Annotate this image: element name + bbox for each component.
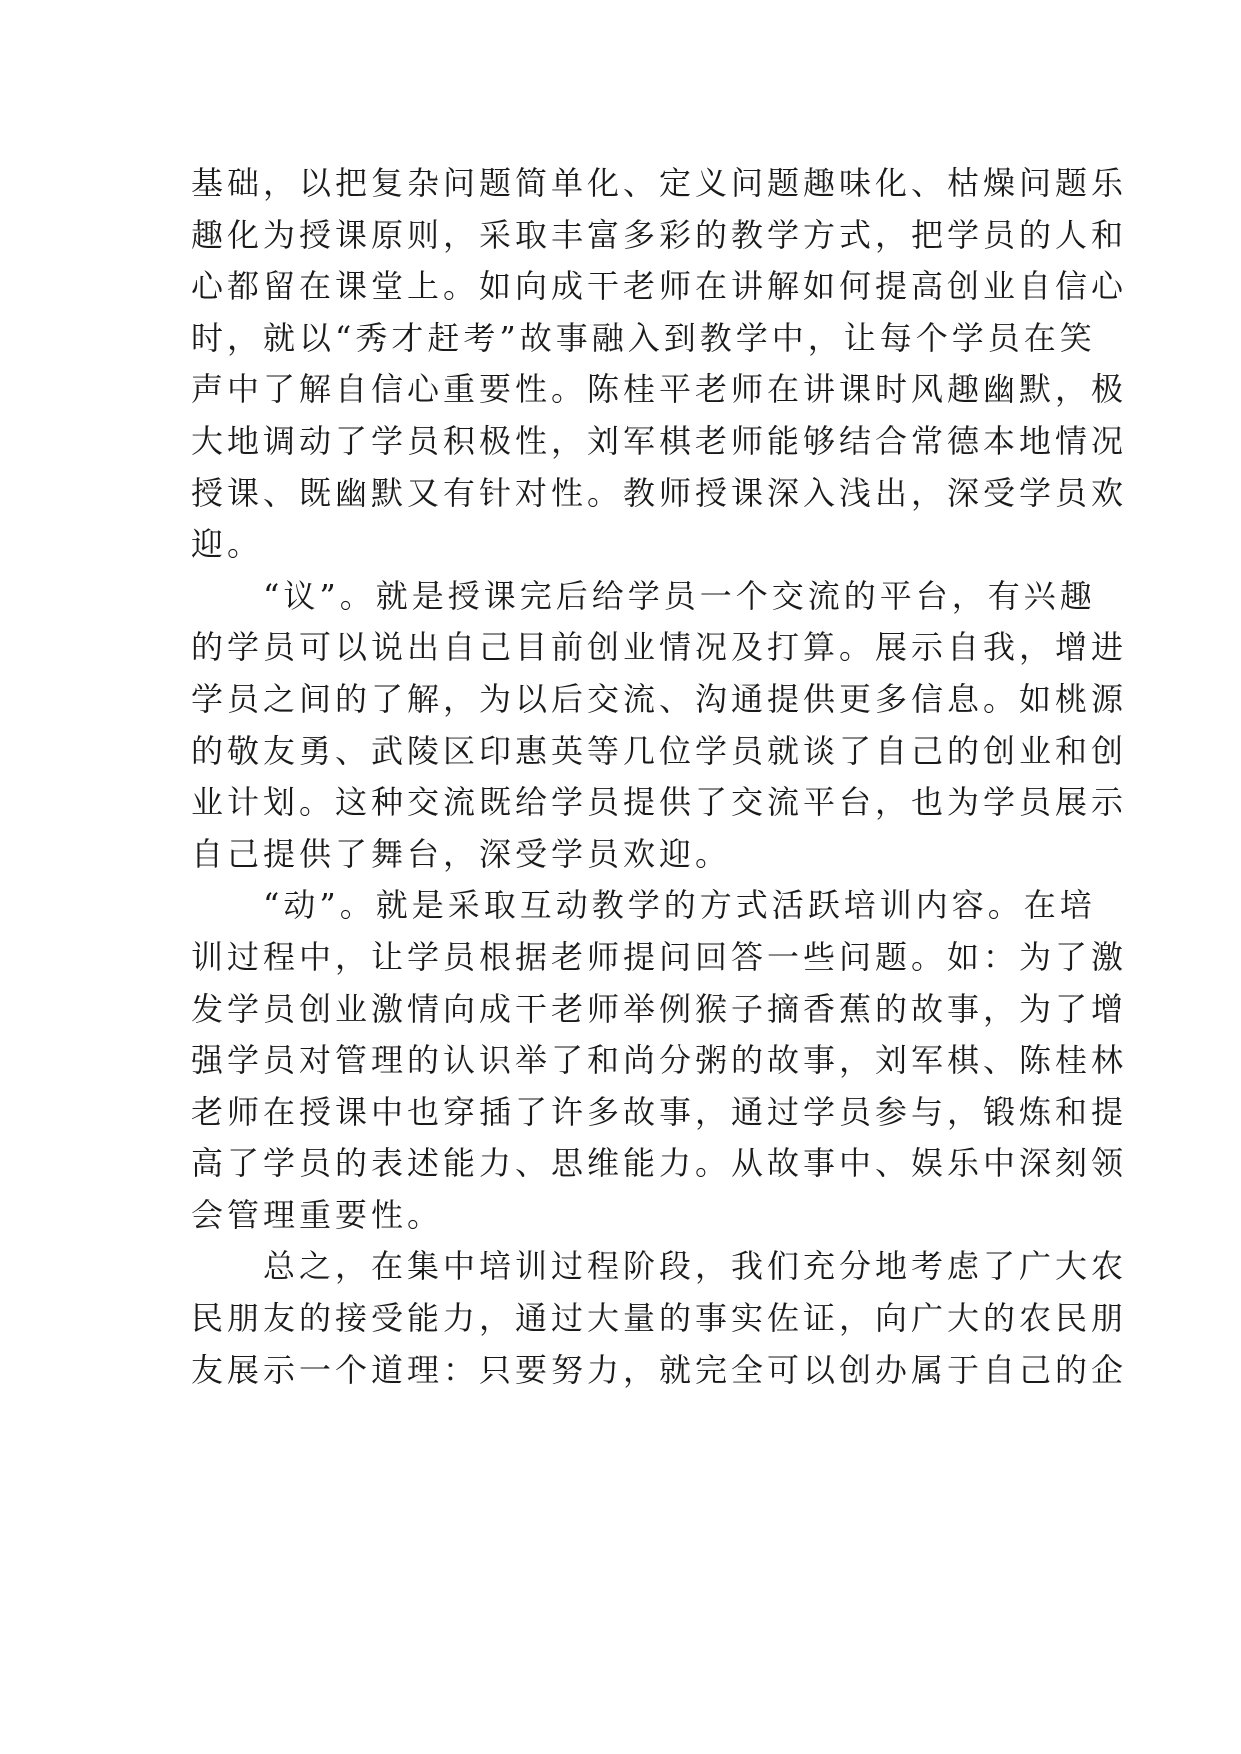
text-line: 友展示一个道理：只要努力，就完全可以创办属于自己的企 [191,1350,1128,1389]
text-line: 自己提供了舞台，深受学员欢迎。 [191,834,732,873]
text-line: 发学员创业激情向成干老师举例猴子摘香蕉的故事，为了增 [191,989,1128,1028]
text-line: 训过程中，让学员根据老师提问回答一些问题。如：为了激 [191,937,1128,976]
text-line: 心都留在课堂上。如向成干老师在讲解如何提高创业自信心 [191,267,1128,306]
text-line: 授课、既幽默又有针对性。教师授课深入浅出，深受学员欢 [191,473,1128,512]
text-line: 会管理重要性。 [191,1195,444,1234]
text-line: 学员之间的了解，为以后交流、沟通提供更多信息。如桃源 [191,679,1128,718]
text-line: 时，就以“秀才赶考”故事融入到教学中，让每个学员在笑 [191,318,1096,357]
text-line: 民朋友的接受能力，通过大量的事实佐证，向广大的农民朋 [191,1299,1128,1338]
text-line: 的敬友勇、武陵区印惠英等几位学员就谈了自己的创业和创 [191,731,1128,770]
text-line: 老师在授课中也穿插了许多故事，通过学员参与，锻炼和提 [191,1092,1128,1131]
text-line: 业计划。这种交流既给学员提供了交流平台，也为学员展示 [191,783,1128,822]
text-line: 迎。 [191,525,264,564]
text-line: 总之，在集中培训过程阶段，我们充分地考虑了广大农 [263,1247,1128,1286]
text-line: 声中了解自信心重要性。陈桂平老师在讲课时风趣幽默，极 [191,370,1128,409]
text-line: “动”。就是采取互动教学的方式活跃培训内容。在培 [263,886,1096,925]
text-line: “议”。就是授课完后给学员一个交流的平台，有兴趣 [263,576,1096,615]
text-line: 强学员对管理的认识举了和尚分粥的故事，刘军棋、陈桂林 [191,1041,1128,1080]
text-line: 高了学员的表述能力、思维能力。从故事中、娱乐中深刻领 [191,1144,1128,1183]
text-line: 的学员可以说出自己目前创业情况及打算。展示自我，增进 [191,628,1128,667]
text-line: 大地调动了学员积极性，刘军棋老师能够结合常德本地情况 [191,421,1128,460]
text-line: 趣化为授课原则，采取丰富多彩的教学方式，把学员的人和 [191,215,1128,254]
text-line: 基础，以把复杂问题简单化、定义问题趣味化、枯燥问题乐 [191,164,1128,202]
document-body [191,158,1128,1396]
